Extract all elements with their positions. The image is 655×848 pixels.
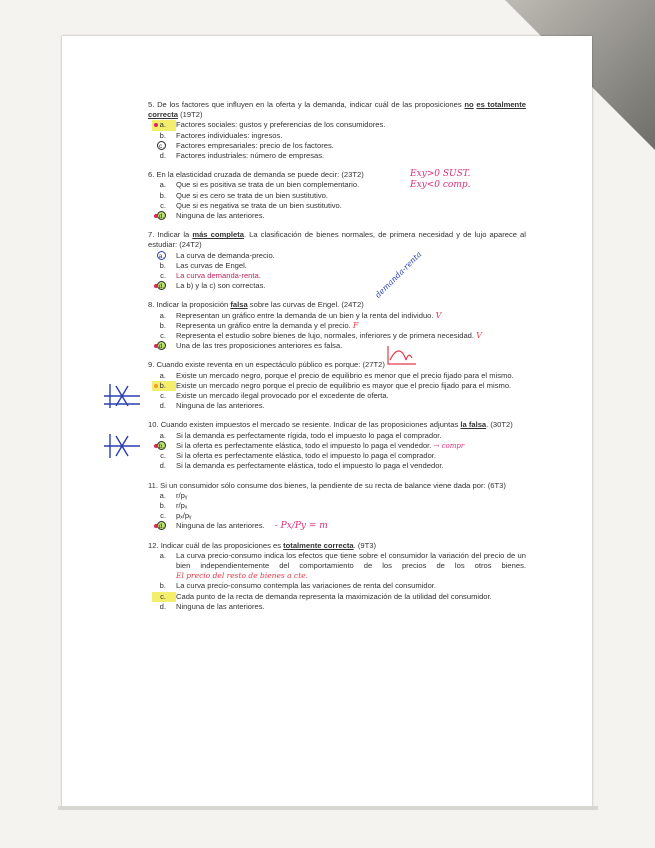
question-number: 6. xyxy=(148,170,155,180)
option-letter: d. xyxy=(159,151,166,161)
question-number: 5. xyxy=(148,100,155,109)
option-text: Factores empresariales: precio de los factores. xyxy=(176,140,334,150)
question-12 xyxy=(148,541,526,612)
option-letter: d. xyxy=(159,461,166,471)
pink-dot-mark xyxy=(154,214,158,218)
option-text: Si la oferta es perfectamente elástica, todo el impuesto lo paga el vendedor. xyxy=(176,440,432,450)
question-number: 8. xyxy=(148,300,155,310)
option-a xyxy=(148,431,526,441)
stem-emphasis: falsa xyxy=(230,300,248,310)
option-letter: b. xyxy=(159,260,166,270)
stem-text: Indicar la proposición xyxy=(156,300,229,310)
option-a xyxy=(148,120,526,130)
option-a xyxy=(148,371,526,381)
paper-bottom-edge xyxy=(58,806,598,810)
question-6 xyxy=(148,170,526,221)
handwritten-engel-sketch xyxy=(384,344,418,368)
option-a xyxy=(148,311,526,321)
question-10 xyxy=(148,420,526,471)
option-letter: a. xyxy=(159,490,166,500)
option-text: Que si es negativa se trata de un bien sustitutivo. xyxy=(176,200,342,210)
question-stem xyxy=(148,100,526,120)
option-text: Ninguna de las anteriores. xyxy=(176,521,265,531)
option-text: La b) y la c) son correctas. xyxy=(176,281,266,291)
option-b xyxy=(148,581,526,591)
option-letter: a. xyxy=(159,430,166,440)
option-text: Existe un mercado negro porque el precio de equilibrio es mayor que el precio fijado para el mismo. xyxy=(176,380,512,390)
handwritten-note: El precio del resto de bienes a cte. xyxy=(176,571,309,581)
stem-text: En la elasticidad cruzada de demanda se puede decir: (23T2) xyxy=(156,170,364,180)
question-number: 11. xyxy=(148,480,158,490)
pink-dot-mark xyxy=(154,444,158,448)
question-11 xyxy=(148,481,526,532)
handwritten-note: demanda-renta xyxy=(373,249,424,300)
option-b xyxy=(148,381,526,391)
option-d xyxy=(148,461,526,471)
question-9 xyxy=(148,360,526,411)
handwritten-mark: V xyxy=(476,331,482,341)
circled-letter: d. xyxy=(158,523,165,531)
stem-text: Si un consumidor sólo consume dos bienes, la pendiente de su recta de balance viene dada por: (6T3) xyxy=(160,480,506,490)
option-d xyxy=(148,521,526,531)
option-letter: c. xyxy=(152,592,176,602)
circled-letter: d. xyxy=(158,283,165,291)
option-b xyxy=(148,261,526,271)
option-c xyxy=(148,331,526,341)
option-text: Ninguna de las anteriores. xyxy=(176,401,265,411)
option-letter: b. xyxy=(159,581,166,591)
option-letter: c. xyxy=(160,511,166,521)
stem-text: . (9T3) xyxy=(353,540,376,550)
option-c xyxy=(148,141,526,151)
option-letter: c. xyxy=(160,271,166,281)
option-letter: c. xyxy=(160,391,166,401)
margin-scribble-2 xyxy=(100,430,145,460)
option-letter: a. xyxy=(159,180,166,190)
option-text: Representa el estudio sobre bienes de lujo, normales, inferiores y de primera necesidad. xyxy=(176,331,475,341)
option-b xyxy=(148,441,526,451)
circled-letter: d. xyxy=(158,343,165,351)
option-d xyxy=(148,151,526,161)
option-text: La curva demanda-renta. xyxy=(176,271,261,281)
option-c xyxy=(148,391,526,401)
option-text: Ninguna de las anteriores. xyxy=(176,601,265,611)
option-text: Que si es positiva se trata de un bien complementario. xyxy=(176,180,360,190)
question-number: 9. xyxy=(148,360,155,370)
question-7 xyxy=(148,230,526,300)
question-stem xyxy=(148,360,526,370)
stem-text: Cuando existen impuestos el mercado se resiente. Indicar de las proposiciones adjuntas xyxy=(160,420,459,430)
question-5 xyxy=(148,100,526,161)
stem-emphasis: la falsa xyxy=(460,420,487,430)
option-a xyxy=(148,491,526,501)
option-text: Representa un gráfico entre la demanda y el precio. xyxy=(176,320,351,330)
stem-emphasis: no xyxy=(464,100,474,109)
option-text: Cada punto de la recta de demanda representa la maximización de la utilidad del consumidor. xyxy=(176,591,492,601)
stem-text: . (30T2) xyxy=(486,420,513,430)
option-text: Existe un mercado ilegal provocado por el excedente de oferta. xyxy=(176,391,389,401)
option-text: Las curvas de Engel. xyxy=(176,260,247,270)
option-text: Si la oferta es perfectamente elástica, todo el impuesto lo paga el comprador. xyxy=(176,451,437,461)
option-d xyxy=(148,401,526,411)
option-c xyxy=(148,271,526,281)
option-a xyxy=(148,251,526,261)
handwritten-note: → compr xyxy=(433,441,465,450)
option-text: Ninguna de las anteriores. xyxy=(176,211,265,221)
question-stem xyxy=(148,481,526,491)
stem-text: Indicar la xyxy=(157,230,190,240)
option-c xyxy=(148,592,526,602)
question-number: 12. xyxy=(148,540,159,550)
stem-text: Cuando existe reventa en un espectáculo público es porque: (27T2) xyxy=(156,360,385,370)
question-number: 7. xyxy=(148,230,155,240)
option-text: Si la demanda es perfectamente elástica, todo el impuesto lo paga el vendedor. xyxy=(176,461,444,471)
circled-letter: c. xyxy=(158,142,165,150)
option-letter: c. xyxy=(160,331,166,341)
option-d xyxy=(148,341,526,351)
question-stem xyxy=(148,541,526,551)
option-letter: b. xyxy=(159,190,166,200)
option-letter: a. xyxy=(159,370,166,380)
circled-letter: b. xyxy=(158,442,165,450)
option-text: r/pᵧ xyxy=(176,490,188,500)
option-letter: c. xyxy=(160,451,166,461)
option-b xyxy=(148,131,526,141)
stem-emphasis: es totalmente correcta xyxy=(148,100,526,120)
stem-text: sobre las curvas de Engel. (24T2) xyxy=(249,300,364,310)
option-text: Si la demanda es perfectamente rígida, todo el impuesto lo paga el comprador. xyxy=(176,430,442,440)
option-text: La curva precio-consumo indica los efectos que tiene sobre el consumidor la variación del precio de un bien independientemente del comportamiento de los precios de los otros bienes. xyxy=(176,550,526,570)
option-letter: c. xyxy=(160,200,166,210)
option-text: La curva de demanda-precio. xyxy=(176,250,275,260)
option-text: Factores industriales: número de empresas. xyxy=(176,151,325,161)
option-c xyxy=(148,451,526,461)
question-code: (19T2) xyxy=(180,110,203,120)
option-letter: b. xyxy=(152,381,176,391)
option-letter: a. xyxy=(159,550,166,560)
option-letter: b. xyxy=(159,320,166,330)
question-stem xyxy=(148,230,526,250)
question-stem xyxy=(148,300,526,310)
option-b xyxy=(148,501,526,511)
question-stem xyxy=(148,420,526,430)
question-number: 10. xyxy=(148,420,159,430)
option-b xyxy=(148,191,526,201)
option-text: La curva precio-consumo contempla las variaciones de renta del consumidor. xyxy=(176,581,437,591)
option-letter: d. xyxy=(159,601,166,611)
stem-emphasis: totalmente correcta xyxy=(283,540,354,550)
option-text: Representan un gráfico entre la demanda de un bien y la renta del individuo. xyxy=(176,310,434,320)
option-letter: a. xyxy=(152,120,176,130)
option-letter: a. xyxy=(159,310,166,320)
option-letter: d. xyxy=(159,401,166,411)
handwritten-note: - Px/Py = m xyxy=(274,521,328,532)
option-text: pₓ/pᵧ xyxy=(176,511,192,521)
option-text: Existe un mercado negro, porque el precio de equilibrio es menor que el precio fijado para el mismo. xyxy=(176,370,514,380)
option-letter: b. xyxy=(159,500,166,510)
handwritten-note: Exy>0 SUST. xyxy=(410,169,471,180)
option-text: Factores sociales: gustos y preferencias de los consumidores. xyxy=(176,120,386,130)
stem-text: . La clasificación de bienes normales, de primera necesidad y de lujo aparece al estudiar: (24T2) xyxy=(148,230,526,250)
stem-text: De los factores que influyen en la oferta y la demanda, indicar cuál de las proposiciones xyxy=(157,100,462,109)
handwritten-mark: V xyxy=(435,310,442,320)
option-text: Que si es cero se trata de un bien sustitutivo. xyxy=(176,190,328,200)
option-letter: b. xyxy=(159,130,166,140)
option-d xyxy=(148,602,526,612)
circled-letter: d. xyxy=(158,213,165,221)
option-c xyxy=(148,511,526,521)
exam-content xyxy=(148,100,526,621)
option-c xyxy=(148,201,526,211)
question-8 xyxy=(148,300,526,351)
option-d xyxy=(148,281,526,291)
handwritten-mark: F xyxy=(352,320,359,330)
option-a xyxy=(148,551,526,582)
option-text: r/pₓ xyxy=(176,500,188,510)
option-text: Una de las tres proposiciones anteriores es falsa. xyxy=(176,341,343,351)
handwritten-note: Exy<0 comp. xyxy=(410,180,471,191)
orange-dot-mark xyxy=(154,384,158,388)
stem-emphasis: más completa xyxy=(192,230,244,240)
option-b xyxy=(148,321,526,331)
stem-text: Indicar cuál de las proposiciones es xyxy=(160,540,281,550)
margin-scribble-1 xyxy=(100,380,145,410)
circled-letter: a. xyxy=(158,252,165,260)
option-text: Factores individuales: ingresos. xyxy=(176,130,283,140)
option-d xyxy=(148,211,526,221)
